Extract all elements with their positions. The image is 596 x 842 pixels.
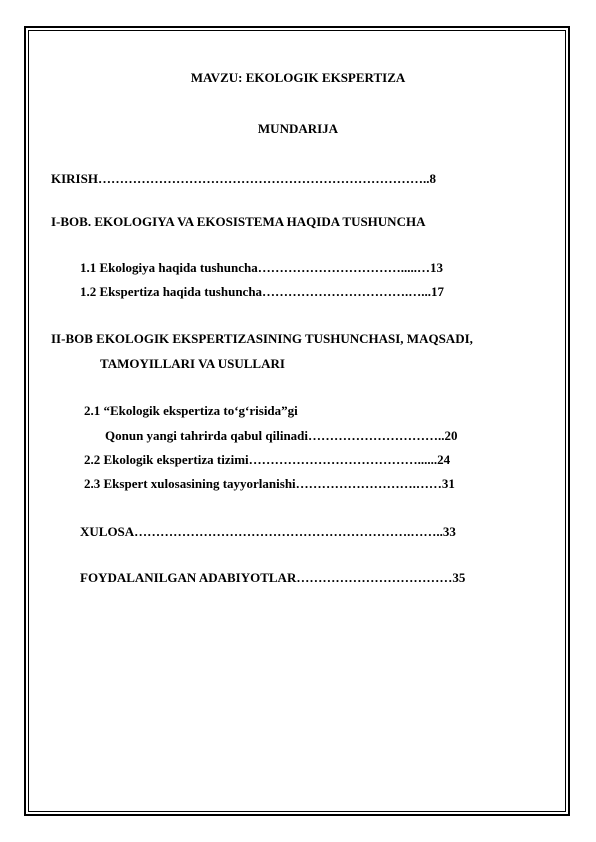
toc-entry-2-1-line-2: Qonun yangi tahrirda qabul qilinadi…………………………..20 [105, 428, 458, 443]
toc-entry-1-1: 1.1 Ekologiya haqida tushuncha…………………………….....…13 [80, 260, 443, 275]
toc-chapter-1: I-BOB. EKOLOGIYA VA EKOSISTEMA HAQIDA TUSHUNCHA [51, 214, 426, 229]
toc-entry-references: FOYDALANILGAN ADABIYOTLAR………………………………35 [80, 570, 466, 585]
toc-entry-2-3: 2.3 Ekspert xulosasining tayyorlanishi……………………….……31 [84, 476, 455, 491]
contents-heading: MUNDARIJA [257, 121, 339, 136]
toc-entry-2-2: 2.2 Ekologik ekspertiza tizimi…………………………………......24 [84, 452, 451, 467]
toc-chapter-2-line-2: TAMOYILLARI VA USULLARI [100, 356, 285, 371]
page-border-inner [28, 30, 566, 812]
toc-chapter-2-line-1: II-BOB EKOLOGIK EKSPERTIZASINING TUSHUNCHASI, MAQSADI, [51, 331, 473, 346]
page-border [24, 26, 570, 816]
toc-entry-2-1-line-1: 2.1 “Ekologik ekspertiza to‘g‘risida”gi [84, 403, 298, 418]
toc-entry-conclusion: XULOSA……………………………………………………….……..33 [80, 524, 456, 539]
toc-entry-intro: KIRISH…………………………………………………………………..8 [51, 171, 436, 186]
toc-entry-1-2: 1.2 Ekspertiza haqida tushuncha…………………………….…...17 [80, 284, 445, 299]
document-topic: MAVZU: EKOLOGIK EKSPERTIZA [190, 70, 406, 85]
